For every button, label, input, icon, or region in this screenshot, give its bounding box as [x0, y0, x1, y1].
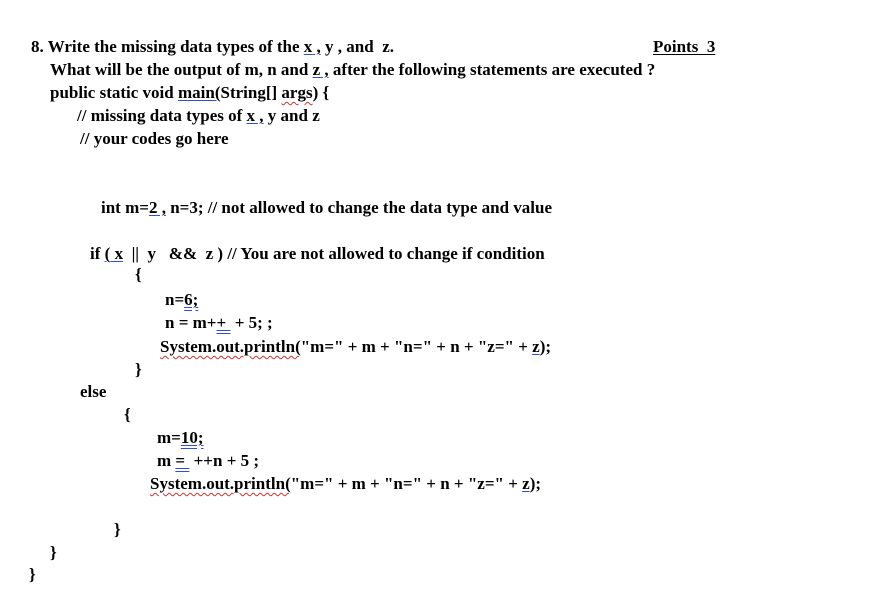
- operator-plus: +: [216, 313, 231, 332]
- operator-assign: =: [175, 451, 190, 470]
- code-text: || y && z ) // You are not allowed to change if condition: [123, 244, 545, 263]
- question-line-2: [50, 60, 655, 80]
- var-x: x: [246, 106, 256, 125]
- brace-close: }: [135, 360, 142, 379]
- points-label: Points 3: [653, 37, 716, 56]
- code-text: n=: [165, 290, 185, 309]
- brace-close: }: [29, 565, 36, 584]
- code-text: public static void: [50, 83, 178, 102]
- println-2: [150, 474, 541, 494]
- question-text: after the following statements are executed ?: [328, 60, 656, 79]
- code-text: n = m+: [165, 313, 217, 332]
- var-x: x: [110, 244, 124, 263]
- var-z: z: [532, 337, 540, 356]
- question-text: What will be the output of m, n and: [50, 60, 313, 79]
- comment-your-codes: // your codes go here: [80, 129, 229, 148]
- println-call: System.out.println(: [150, 474, 291, 493]
- code-text: );: [529, 474, 542, 493]
- value-2: 2: [148, 198, 158, 217]
- comma: ,: [312, 37, 321, 56]
- println-1: [160, 337, 551, 357]
- comma: ,: [320, 60, 329, 79]
- main-signature: [50, 83, 329, 103]
- code-text: ) {: [312, 83, 330, 102]
- var-z: z: [522, 474, 530, 493]
- code-text: m: [157, 451, 176, 470]
- code-text: if: [90, 244, 105, 263]
- code-text: );: [539, 337, 552, 356]
- code-text: y and z: [263, 106, 320, 125]
- code-text: "m=" + m + "n=" + n + "z=" +: [300, 337, 533, 356]
- println-call: System.out.println(: [160, 337, 301, 356]
- brace-close: }: [114, 520, 121, 539]
- paren: (: [104, 244, 111, 263]
- var-z: z: [312, 60, 321, 79]
- brace-close: }: [50, 543, 57, 562]
- comma: ,: [255, 106, 264, 125]
- question-text-rest: y , and z.: [320, 37, 394, 56]
- statement-n6: [165, 290, 198, 310]
- code-text: m=: [157, 428, 181, 447]
- int-declaration: [101, 198, 552, 218]
- value-10: 10;: [180, 428, 204, 447]
- statement-n-m: [165, 313, 273, 333]
- code-text: ++n + 5 ;: [189, 451, 260, 470]
- statement-m10: [157, 428, 204, 448]
- code-text: "m=" + m + "n=" + n + "z=" +: [290, 474, 523, 493]
- value-6: 6;: [184, 290, 199, 309]
- code-text: n=3; // not allowed to change the data type and value: [165, 198, 553, 217]
- if-condition: [90, 244, 545, 264]
- brace-open: {: [124, 405, 131, 424]
- comment-missing-types: [77, 106, 320, 126]
- else-keyword: else: [80, 382, 107, 401]
- var-x: x: [303, 37, 313, 56]
- code-text: String[]: [220, 83, 282, 102]
- comma: ,: [157, 198, 166, 217]
- code-args: args: [281, 83, 313, 102]
- code-main: main(: [178, 83, 221, 102]
- question-title: [31, 37, 394, 57]
- question-text: 8. Write the missing data types of the: [31, 37, 304, 56]
- statement-m-n: [157, 451, 259, 471]
- code-text: + 5; ;: [230, 313, 273, 332]
- code-text: int m=: [101, 198, 149, 217]
- code-text: // missing data types of: [77, 106, 247, 125]
- brace-open: {: [135, 265, 142, 284]
